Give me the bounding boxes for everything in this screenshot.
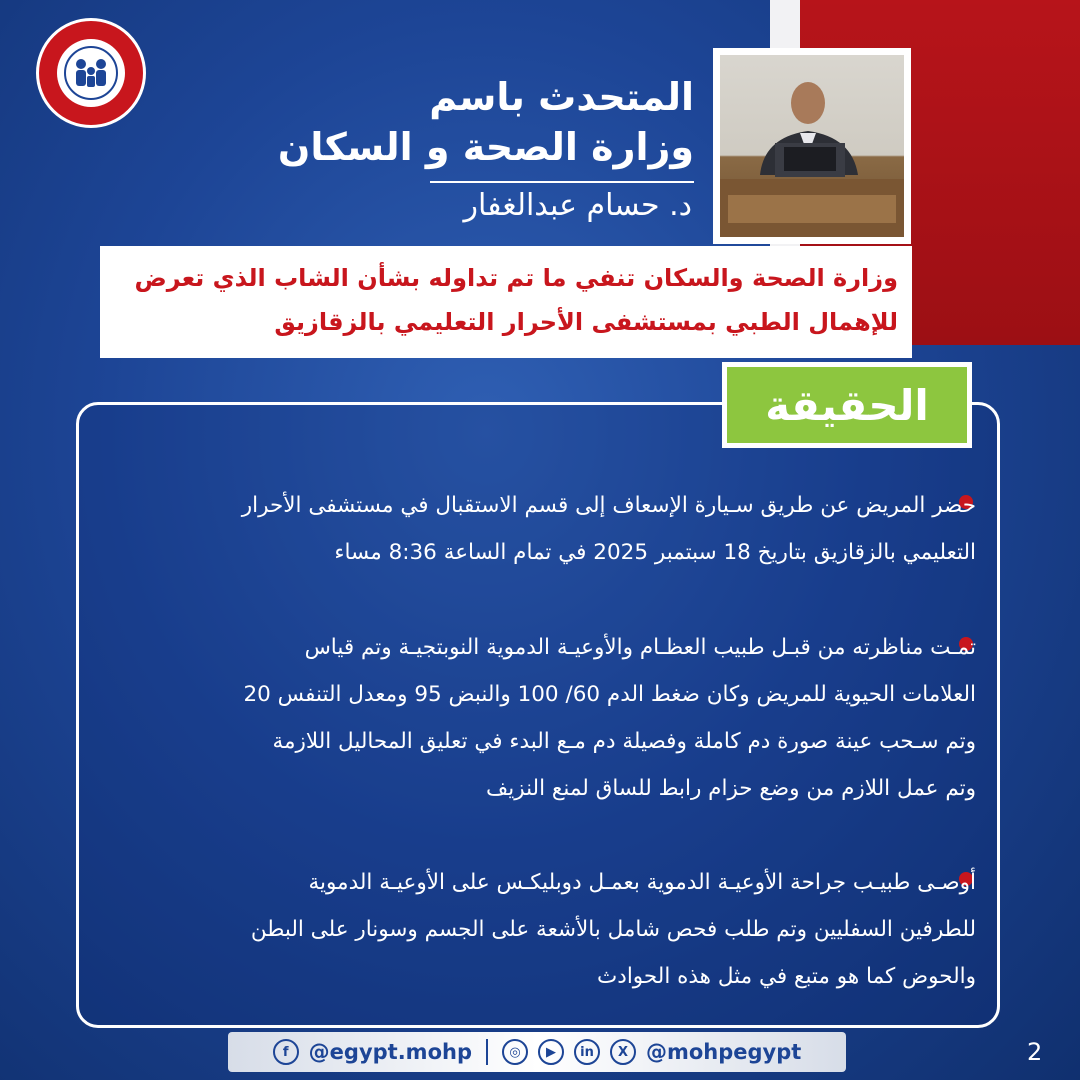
- truth-label: [722, 362, 972, 448]
- bullet-3-line-3: والحوض كما هو متبع في مثل هذه الحوادث: [597, 964, 976, 989]
- facebook-handle[interactable]: @egypt.mohp: [308, 1040, 472, 1064]
- footer-divider: [486, 1039, 488, 1065]
- bullet-2-line-2: العلامات الحيوية للمريض وكان ضغط الدم 60/ 100 والنبض 95 ومعدل التنفس 20: [243, 682, 976, 707]
- title-line-2: وزارة الصحة و السكان: [277, 125, 694, 169]
- bullet-2-line-4: وتم عمل اللازم من وضع حزام رابط للساق لمنع النزيف: [485, 776, 976, 801]
- instagram-icon[interactable]: ◎: [502, 1039, 528, 1065]
- title-divider: [430, 181, 694, 183]
- headline-line-2: للإهمال الطبي بمستشفى الأحرار التعليمي بالزقازيق: [274, 308, 898, 336]
- linkedin-icon[interactable]: in: [574, 1039, 600, 1065]
- headline-box: [100, 246, 912, 358]
- facebook-icon[interactable]: f: [273, 1039, 299, 1065]
- x-icon[interactable]: X: [610, 1039, 636, 1065]
- speaker-portrait-icon: [720, 55, 904, 237]
- bullet-item-3: [96, 859, 976, 1000]
- bullet-1-line-1: حضر المريض عن طريق سـيارة الإسعاف إلى قسم الاستقبال في مستشفى الأحرار: [241, 493, 976, 518]
- social-footer: [228, 1032, 846, 1072]
- bullet-item-1: [96, 482, 976, 576]
- title-block: [278, 72, 694, 172]
- youtube-icon[interactable]: ▶: [538, 1039, 564, 1065]
- headline-line-1: وزارة الصحة والسكان تنفي ما تم تداوله بشأن الشاب الذي تعرض: [134, 264, 898, 292]
- speaker-photo: [713, 48, 911, 244]
- bullet-3-line-1: أوصـى طبيـب جراحة الأوعيـة الدموية بعمـل دوبليكـس على الأوعيـة الدموية: [308, 870, 976, 895]
- ministry-logo: [36, 18, 146, 128]
- family-icon: [63, 45, 119, 101]
- social-handle[interactable]: @mohpegypt: [645, 1040, 802, 1064]
- bullet-1-line-2: التعليمي بالزقازيق بتاريخ 18 سبتمبر 2025 في تمام الساعة 8:36 مساء: [334, 540, 976, 565]
- bullet-2-line-3: وتم سـحب عينة صورة دم كاملة وفصيلة دم مـع البدء في تعليق المحاليل اللازمة: [272, 729, 976, 754]
- bullet-3-line-2: للطرفين السفليين وتم طلب فحص شامل بالأشعة على الجسم وسونار على البطن: [250, 917, 976, 942]
- speaker-name: د. حسام عبدالغفار: [463, 188, 692, 223]
- truth-label-text: الحقيقة: [727, 367, 967, 443]
- title-line-1: المتحدث باسم: [429, 75, 694, 119]
- bullet-2-line-1: تمـت مناظرته من قبـل طبيب العظـام والأوعيـة الدموية النوبتجيـة وتم قياس: [304, 635, 976, 660]
- page-number: 2: [1027, 1038, 1043, 1066]
- bullet-item-2: [96, 624, 976, 812]
